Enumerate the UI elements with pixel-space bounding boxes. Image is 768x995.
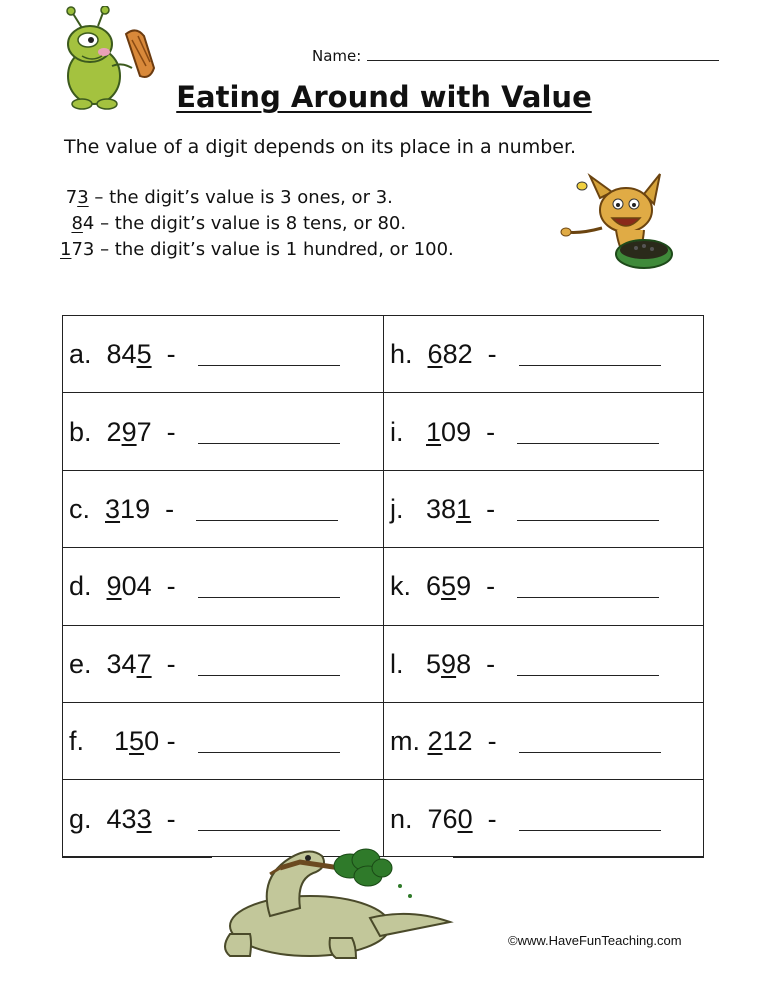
underlined-digit: 8 — [71, 213, 83, 234]
answer-blank[interactable] — [198, 653, 340, 676]
problem-e: e. 34 7 - — [69, 626, 340, 703]
copyright-text: ©www.HaveFunTeaching.com — [508, 933, 682, 948]
intro-text: The value of a digit depends on its place in a number. — [64, 136, 577, 158]
page-title: Eating Around with Value — [176, 80, 592, 114]
table-row — [63, 626, 703, 703]
table-row — [63, 471, 703, 548]
answer-blank[interactable] — [519, 808, 661, 831]
name-field[interactable] — [312, 46, 719, 65]
answer-blank[interactable] — [517, 575, 659, 598]
answer-blank[interactable] — [198, 421, 340, 444]
bottom-border-left — [62, 857, 212, 858]
answer-blank[interactable] — [198, 575, 340, 598]
answer-blank[interactable] — [196, 498, 338, 521]
problem-h: h. 6 82 - — [390, 316, 661, 393]
problem-a: a. 84 5 - — [69, 316, 340, 393]
problem-l: l. 5 9 8 - — [390, 626, 659, 703]
problem-n: n. 76 0 - — [390, 780, 661, 857]
underlined-digit: 3 — [77, 187, 89, 208]
answer-blank[interactable] — [198, 343, 340, 366]
name-line[interactable] — [367, 46, 719, 61]
answer-blank[interactable] — [517, 653, 659, 676]
underlined-digit: 1 — [60, 239, 72, 260]
problem-b: b. 2 9 7 - — [69, 393, 340, 470]
problem-d: d. 9 04 - — [69, 548, 340, 625]
dinosaur-eating-branch-icon — [210, 838, 460, 962]
problem-k: k. 6 5 9 - — [390, 548, 659, 625]
name-label: Name: — [312, 47, 362, 65]
table-row — [63, 703, 703, 780]
problem-j: j. 38 1 - — [390, 471, 659, 548]
answer-blank[interactable] — [517, 421, 659, 444]
problem-c: c. 3 19 - — [69, 471, 338, 548]
answer-blank[interactable] — [198, 808, 340, 831]
problems-table — [62, 315, 704, 857]
example-row: 73 – the digit’s value is 3 ones, or 3. — [60, 187, 393, 208]
problem-f: f. 1 5 0 - — [69, 703, 340, 780]
problem-g: g. 43 3 - — [69, 780, 340, 857]
problem-m: m. 2 12 - — [390, 703, 661, 780]
bottom-border-right — [453, 857, 704, 858]
example-row: 84 – the digit’s value is 8 tens, or 80. — [71, 213, 407, 234]
problem-i: i. 1 09 - — [390, 393, 659, 470]
table-row — [63, 393, 703, 470]
example-row: 173 – the digit’s value is 1 hundred, or 100. — [60, 239, 454, 260]
table-row — [63, 548, 703, 625]
answer-blank[interactable] — [519, 730, 661, 753]
table-row — [63, 316, 703, 393]
examples-list — [60, 185, 454, 263]
answer-blank[interactable] — [517, 498, 659, 521]
answer-blank[interactable] — [198, 730, 340, 753]
answer-blank[interactable] — [519, 343, 661, 366]
goblin-with-bowl-icon — [560, 168, 680, 280]
